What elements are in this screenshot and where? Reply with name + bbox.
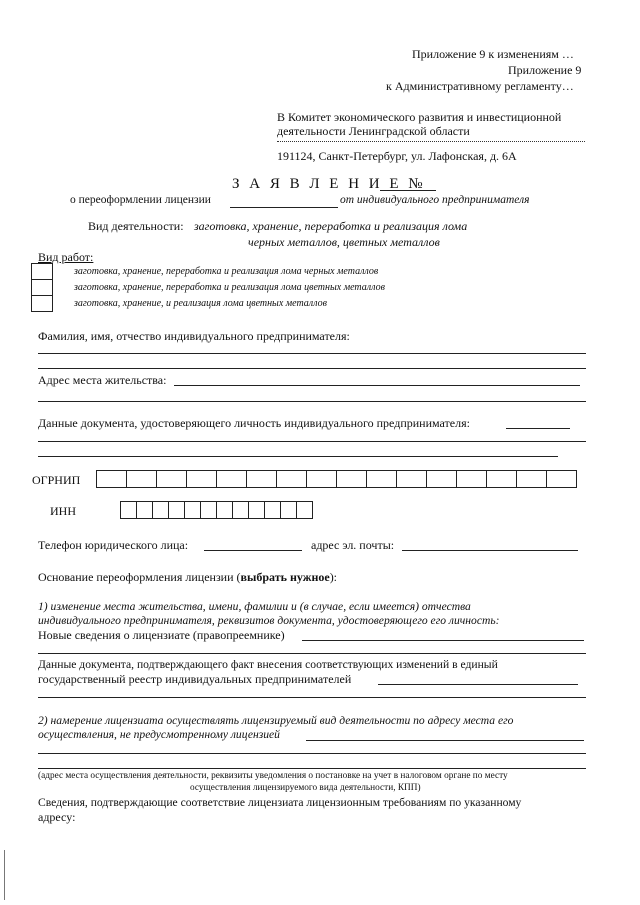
basis-prefix: Основание переоформления лицензии ( [38,570,241,584]
address-note-line-2: осуществления лицензируемого вида деятельности, КПП) [190,783,421,793]
ogrnip-cell[interactable] [426,470,457,488]
phone-label: Телефон юридического лица: [38,538,189,552]
appendix-line-3: к Административному регламенту… [386,79,574,93]
ogrnip-cell[interactable] [96,470,127,488]
ogrnip-cell[interactable] [186,470,217,488]
new-info-field-line-2[interactable] [38,653,586,654]
new-address-field-line-3[interactable] [38,768,586,769]
appendix-line-2: Приложение 9 [508,63,582,77]
inn-cell[interactable] [216,501,233,519]
inn-cells[interactable] [120,501,312,519]
work-type-checkbox-2[interactable] [31,279,53,296]
address-note-line-1: (адрес места осуществления деятельности, реквизиты уведомления о постановке на учет в налоговом органе по месту [38,771,508,781]
ogrnip-cell[interactable] [156,470,187,488]
phone-field[interactable] [204,550,302,551]
doc-label: Данные документа, удостоверяющего личность индивидуального предпринимателя: [38,416,470,430]
activity-label: Вид деятельности: [88,219,184,233]
work-type-1: заготовка, хранение, переработка и реализация лома черных металлов [74,266,379,277]
ogrnip-cell[interactable] [396,470,427,488]
egrip-line-1: Данные документа, подтверждающего факт внесения соответствующих изменений в единый [38,658,498,671]
ogrnip-cell[interactable] [246,470,277,488]
appendix-line-1: Приложение 9 к изменениям … [412,47,574,61]
ogrnip-cell[interactable] [486,470,517,488]
inn-cell[interactable] [184,501,201,519]
ogrnip-cell[interactable] [456,470,487,488]
basis-label [38,570,337,585]
new-info-field[interactable] [302,640,584,641]
activity-value-1: заготовка, хранение, переработка и реализация лома [194,219,468,233]
basis-bold: выбрать нужное [240,570,330,584]
ogrnip-cell[interactable] [306,470,337,488]
ogrnip-cell[interactable] [216,470,247,488]
license-number-field[interactable] [230,207,338,208]
fio-field-line-2[interactable] [38,368,586,369]
inn-cell[interactable] [264,501,281,519]
inn-cell[interactable] [200,501,217,519]
ogrnip-label: ОГРНИП [32,473,81,487]
fio-label: Фамилия, имя, отчество индивидуального предпринимателя: [38,329,350,343]
work-type-checkbox-1[interactable] [31,263,53,280]
ogrnip-cell[interactable] [516,470,547,488]
ogrnip-cell[interactable] [336,470,367,488]
application-title: З А Я В Л Е Н И Е № [232,176,426,192]
application-number-field[interactable] [380,190,436,191]
doc-field[interactable] [506,428,570,429]
address-field-line-2[interactable] [38,401,586,402]
ogrnip-cell[interactable] [366,470,397,488]
egrip-field-line-2[interactable] [38,697,586,698]
reason1-line-1: 1) изменение места жительства, имени, фамилии и (в случае, если имеется) отчества [38,600,471,613]
reason2-line-2: осуществления, не предусмотренному лицензией [38,728,280,741]
recipient-line-2: деятельности Ленинградской области [277,124,470,138]
activity-value-2: черных металлов, цветных металлов [248,235,440,249]
inn-cell[interactable] [280,501,297,519]
compliance-line-2: адресу: [38,810,76,824]
inn-cell[interactable] [248,501,265,519]
inn-cell[interactable] [136,501,153,519]
title-sub-suffix: от индивидуального предпринимателя [340,194,530,206]
compliance-line-1: Сведения, подтверждающие соответствие лицензиата лицензионным требованиям по указанному [38,796,522,809]
address-field[interactable] [174,385,580,386]
work-type-3: заготовка, хранение, и реализация лома цветных металлов [74,298,327,309]
scan-edge-line [4,850,5,900]
recipient-address: 191124, Санкт-Петербург, ул. Лафонская, д. 6А [277,149,517,163]
inn-cell[interactable] [120,501,137,519]
doc-field-line-2[interactable] [38,441,586,442]
new-address-field-line-2[interactable] [38,753,586,754]
new-address-field[interactable] [306,740,584,741]
ogrnip-cells[interactable] [96,470,576,488]
work-type-checkbox-3[interactable] [31,295,53,312]
email-label: адрес эл. почты: [311,538,395,552]
title-sub-prefix: о переоформлении лицензии [70,194,211,206]
inn-cell[interactable] [232,501,249,519]
fio-field-line-1[interactable] [38,353,586,354]
ogrnip-cell[interactable] [546,470,577,488]
ogrnip-cell[interactable] [276,470,307,488]
reason1-line-2: индивидуального предпринимателя, реквизитов документа, удостоверяющего его личность: [38,614,500,627]
doc-field-line-3[interactable] [38,456,558,457]
work-type-2: заготовка, хранение, переработка и реализация лома цветных металлов [74,282,385,293]
basis-suffix: ): [329,570,338,584]
ogrnip-cell[interactable] [126,470,157,488]
address-label: Адрес места жительства: [38,373,167,387]
new-info-label: Новые сведения о лицензиате (правопреемнике) [38,628,285,642]
egrip-field[interactable] [378,684,578,685]
inn-label: ИНН [50,504,76,518]
inn-cell[interactable] [296,501,313,519]
inn-cell[interactable] [152,501,169,519]
recipient-line-1: В Комитет экономического развития и инвестиционной [277,110,562,124]
inn-cell[interactable] [168,501,185,519]
reason2-line-1: 2) намерение лицензиата осуществлять лицензируемый вид деятельности по адресу места его [38,714,514,727]
email-field[interactable] [402,550,578,551]
work-types-label: Вид работ: [38,250,94,264]
egrip-line-2: государственный реестр индивидуальных предпринимателей [38,672,352,686]
recipient-divider [277,141,585,142]
